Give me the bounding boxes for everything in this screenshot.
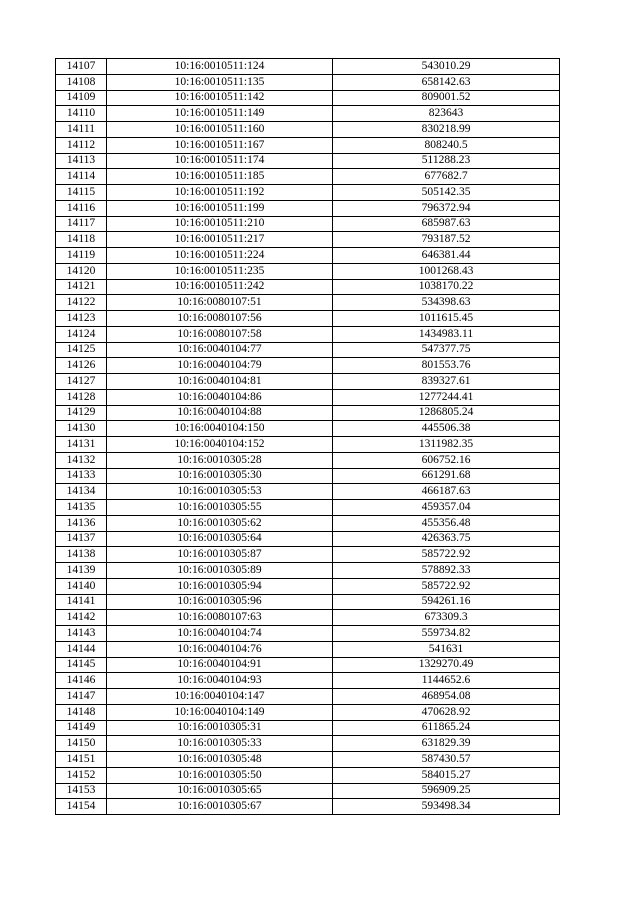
table-row — [56, 421, 560, 437]
row-number-cell: 14143 — [56, 626, 107, 642]
table-row — [56, 137, 560, 153]
row-number-cell: 14128 — [56, 389, 107, 405]
table-row — [56, 311, 560, 327]
row-number-cell: 14125 — [56, 342, 107, 358]
cadastral-number-cell: 10:16:0080107:51 — [107, 295, 333, 311]
value-cell: 1144652.6 — [333, 673, 560, 689]
value-cell: 426363.75 — [333, 531, 560, 547]
table-row — [56, 405, 560, 421]
row-number-cell: 14110 — [56, 106, 107, 122]
value-cell: 646381.44 — [333, 248, 560, 264]
cadastral-number-cell: 10:16:0040104:81 — [107, 374, 333, 390]
table-row — [56, 673, 560, 689]
cadastral-number-cell: 10:16:0040104:91 — [107, 657, 333, 673]
value-cell: 505142.35 — [333, 185, 560, 201]
cadastral-number-cell: 10:16:0040104:74 — [107, 626, 333, 642]
cadastral-number-cell: 10:16:0040104:77 — [107, 342, 333, 358]
cadastral-number-cell: 10:16:0010305:87 — [107, 547, 333, 563]
table-row — [56, 484, 560, 500]
table-row — [56, 106, 560, 122]
row-number-cell: 14120 — [56, 263, 107, 279]
table-row — [56, 169, 560, 185]
value-cell: 673309.3 — [333, 610, 560, 626]
table-row — [56, 515, 560, 531]
value-cell: 468954.08 — [333, 689, 560, 705]
table-row — [56, 626, 560, 642]
value-cell: 1311982.35 — [333, 437, 560, 453]
row-number-cell: 14149 — [56, 720, 107, 736]
cadastral-number-cell: 10:16:0010305:96 — [107, 594, 333, 610]
row-number-cell: 14115 — [56, 185, 107, 201]
cadastral-number-cell: 10:16:0010511:235 — [107, 263, 333, 279]
table-row — [56, 563, 560, 579]
cadastral-number-cell: 10:16:0040104:88 — [107, 405, 333, 421]
value-cell: 584015.27 — [333, 767, 560, 783]
table-row — [56, 295, 560, 311]
value-cell: 585722.92 — [333, 547, 560, 563]
table-row — [56, 578, 560, 594]
cadastral-number-cell: 10:16:0010305:50 — [107, 767, 333, 783]
row-number-cell: 14145 — [56, 657, 107, 673]
value-cell: 511288.23 — [333, 153, 560, 169]
value-cell: 534398.63 — [333, 295, 560, 311]
table-row — [56, 248, 560, 264]
cadastral-number-cell: 10:16:0010511:224 — [107, 248, 333, 264]
table-body — [56, 59, 560, 815]
row-number-cell: 14151 — [56, 752, 107, 768]
row-number-cell: 14114 — [56, 169, 107, 185]
cadastral-number-cell: 10:16:0010305:48 — [107, 752, 333, 768]
table-row — [56, 122, 560, 138]
row-number-cell: 14135 — [56, 500, 107, 516]
table-row — [56, 452, 560, 468]
value-cell: 658142.63 — [333, 74, 560, 90]
cadastral-number-cell: 10:16:0040104:152 — [107, 437, 333, 453]
cadastral-value-table — [55, 58, 560, 815]
cadastral-number-cell: 10:16:0010305:31 — [107, 720, 333, 736]
table-row — [56, 200, 560, 216]
cadastral-number-cell: 10:16:0010305:65 — [107, 783, 333, 799]
table-row — [56, 547, 560, 563]
value-cell: 611865.24 — [333, 720, 560, 736]
row-number-cell: 14134 — [56, 484, 107, 500]
table-row — [56, 437, 560, 453]
row-number-cell: 14142 — [56, 610, 107, 626]
row-number-cell: 14117 — [56, 216, 107, 232]
row-number-cell: 14144 — [56, 641, 107, 657]
row-number-cell: 14124 — [56, 326, 107, 342]
table-row — [56, 752, 560, 768]
table-row — [56, 704, 560, 720]
table-row — [56, 783, 560, 799]
value-cell: 631829.39 — [333, 736, 560, 752]
value-cell: 1038170.22 — [333, 279, 560, 295]
value-cell: 685987.63 — [333, 216, 560, 232]
table-row — [56, 610, 560, 626]
row-number-cell: 14131 — [56, 437, 107, 453]
value-cell: 470628.92 — [333, 704, 560, 720]
table-row — [56, 358, 560, 374]
row-number-cell: 14141 — [56, 594, 107, 610]
row-number-cell: 14137 — [56, 531, 107, 547]
row-number-cell: 14136 — [56, 515, 107, 531]
table-row — [56, 216, 560, 232]
value-cell: 1286805.24 — [333, 405, 560, 421]
value-cell: 585722.92 — [333, 578, 560, 594]
value-cell: 541631 — [333, 641, 560, 657]
value-cell: 677682.7 — [333, 169, 560, 185]
value-cell: 661291.68 — [333, 468, 560, 484]
row-number-cell: 14132 — [56, 452, 107, 468]
value-cell: 823643 — [333, 106, 560, 122]
cadastral-number-cell: 10:16:0010511:192 — [107, 185, 333, 201]
value-cell: 543010.29 — [333, 59, 560, 75]
cadastral-number-cell: 10:16:0040104:147 — [107, 689, 333, 705]
table-row — [56, 153, 560, 169]
value-cell: 796372.94 — [333, 200, 560, 216]
value-cell: 793187.52 — [333, 232, 560, 248]
table-row — [56, 263, 560, 279]
cadastral-number-cell: 10:16:0010305:30 — [107, 468, 333, 484]
table-row — [56, 641, 560, 657]
table-row — [56, 342, 560, 358]
table-row — [56, 279, 560, 295]
cadastral-number-cell: 10:16:0010511:167 — [107, 137, 333, 153]
cadastral-number-cell: 10:16:0010511:217 — [107, 232, 333, 248]
cadastral-number-cell: 10:16:0010511:135 — [107, 74, 333, 90]
row-number-cell: 14116 — [56, 200, 107, 216]
row-number-cell: 14123 — [56, 311, 107, 327]
table-row — [56, 657, 560, 673]
row-number-cell: 14119 — [56, 248, 107, 264]
cadastral-number-cell: 10:16:0040104:150 — [107, 421, 333, 437]
table-row — [56, 326, 560, 342]
cadastral-number-cell: 10:16:0010305:62 — [107, 515, 333, 531]
cadastral-number-cell: 10:16:0080107:58 — [107, 326, 333, 342]
table-row — [56, 720, 560, 736]
row-number-cell: 14154 — [56, 799, 107, 815]
table-row — [56, 736, 560, 752]
value-cell: 445506.38 — [333, 421, 560, 437]
cadastral-number-cell: 10:16:0010511:199 — [107, 200, 333, 216]
row-number-cell: 14152 — [56, 767, 107, 783]
row-number-cell: 14150 — [56, 736, 107, 752]
cadastral-number-cell: 10:16:0010511:149 — [107, 106, 333, 122]
cadastral-number-cell: 10:16:0010305:94 — [107, 578, 333, 594]
row-number-cell: 14109 — [56, 90, 107, 106]
cadastral-number-cell: 10:16:0010305:28 — [107, 452, 333, 468]
cadastral-number-cell: 10:16:0010305:33 — [107, 736, 333, 752]
table-row — [56, 531, 560, 547]
row-number-cell: 14118 — [56, 232, 107, 248]
row-number-cell: 14112 — [56, 137, 107, 153]
cadastral-number-cell: 10:16:0040104:149 — [107, 704, 333, 720]
value-cell: 839327.61 — [333, 374, 560, 390]
table-row — [56, 90, 560, 106]
row-number-cell: 14122 — [56, 295, 107, 311]
table-row — [56, 799, 560, 815]
row-number-cell: 14140 — [56, 578, 107, 594]
value-cell: 606752.16 — [333, 452, 560, 468]
cadastral-number-cell: 10:16:0010511:124 — [107, 59, 333, 75]
cadastral-number-cell: 10:16:0010511:142 — [107, 90, 333, 106]
value-cell: 455356.48 — [333, 515, 560, 531]
row-number-cell: 14147 — [56, 689, 107, 705]
table-row — [56, 689, 560, 705]
row-number-cell: 14148 — [56, 704, 107, 720]
row-number-cell: 14111 — [56, 122, 107, 138]
value-cell: 559734.82 — [333, 626, 560, 642]
cadastral-number-cell: 10:16:0010305:64 — [107, 531, 333, 547]
row-number-cell: 14129 — [56, 405, 107, 421]
row-number-cell: 14130 — [56, 421, 107, 437]
value-cell: 808240.5 — [333, 137, 560, 153]
row-number-cell: 14126 — [56, 358, 107, 374]
value-cell: 593498.34 — [333, 799, 560, 815]
data-table-container — [55, 58, 560, 815]
value-cell: 1434983.11 — [333, 326, 560, 342]
cadastral-number-cell: 10:16:0080107:63 — [107, 610, 333, 626]
cadastral-number-cell: 10:16:0080107:56 — [107, 311, 333, 327]
table-row — [56, 389, 560, 405]
table-row — [56, 374, 560, 390]
value-cell: 578892.33 — [333, 563, 560, 579]
value-cell: 809001.52 — [333, 90, 560, 106]
value-cell: 1329270.49 — [333, 657, 560, 673]
row-number-cell: 14113 — [56, 153, 107, 169]
table-row — [56, 767, 560, 783]
row-number-cell: 14107 — [56, 59, 107, 75]
value-cell: 587430.57 — [333, 752, 560, 768]
table-row — [56, 594, 560, 610]
cadastral-number-cell: 10:16:0010511:160 — [107, 122, 333, 138]
row-number-cell: 14146 — [56, 673, 107, 689]
value-cell: 459357.04 — [333, 500, 560, 516]
table-row — [56, 500, 560, 516]
value-cell: 594261.16 — [333, 594, 560, 610]
cadastral-number-cell: 10:16:0010511:242 — [107, 279, 333, 295]
cadastral-number-cell: 10:16:0010305:67 — [107, 799, 333, 815]
table-row — [56, 74, 560, 90]
row-number-cell: 14108 — [56, 74, 107, 90]
row-number-cell: 14138 — [56, 547, 107, 563]
value-cell: 801553.76 — [333, 358, 560, 374]
cadastral-number-cell: 10:16:0010305:89 — [107, 563, 333, 579]
value-cell: 547377.75 — [333, 342, 560, 358]
cadastral-number-cell: 10:16:0010511:185 — [107, 169, 333, 185]
row-number-cell: 14153 — [56, 783, 107, 799]
row-number-cell: 14127 — [56, 374, 107, 390]
value-cell: 466187.63 — [333, 484, 560, 500]
cadastral-number-cell: 10:16:0040104:86 — [107, 389, 333, 405]
row-number-cell: 14139 — [56, 563, 107, 579]
cadastral-number-cell: 10:16:0040104:93 — [107, 673, 333, 689]
row-number-cell: 14133 — [56, 468, 107, 484]
value-cell: 596909.25 — [333, 783, 560, 799]
value-cell: 830218.99 — [333, 122, 560, 138]
value-cell: 1011615.45 — [333, 311, 560, 327]
value-cell: 1277244.41 — [333, 389, 560, 405]
table-row — [56, 232, 560, 248]
value-cell: 1001268.43 — [333, 263, 560, 279]
cadastral-number-cell: 10:16:0010511:174 — [107, 153, 333, 169]
cadastral-number-cell: 10:16:0040104:76 — [107, 641, 333, 657]
cadastral-number-cell: 10:16:0010305:55 — [107, 500, 333, 516]
cadastral-number-cell: 10:16:0040104:79 — [107, 358, 333, 374]
row-number-cell: 14121 — [56, 279, 107, 295]
cadastral-number-cell: 10:16:0010305:53 — [107, 484, 333, 500]
table-row — [56, 59, 560, 75]
table-row — [56, 468, 560, 484]
cadastral-number-cell: 10:16:0010511:210 — [107, 216, 333, 232]
table-row — [56, 185, 560, 201]
